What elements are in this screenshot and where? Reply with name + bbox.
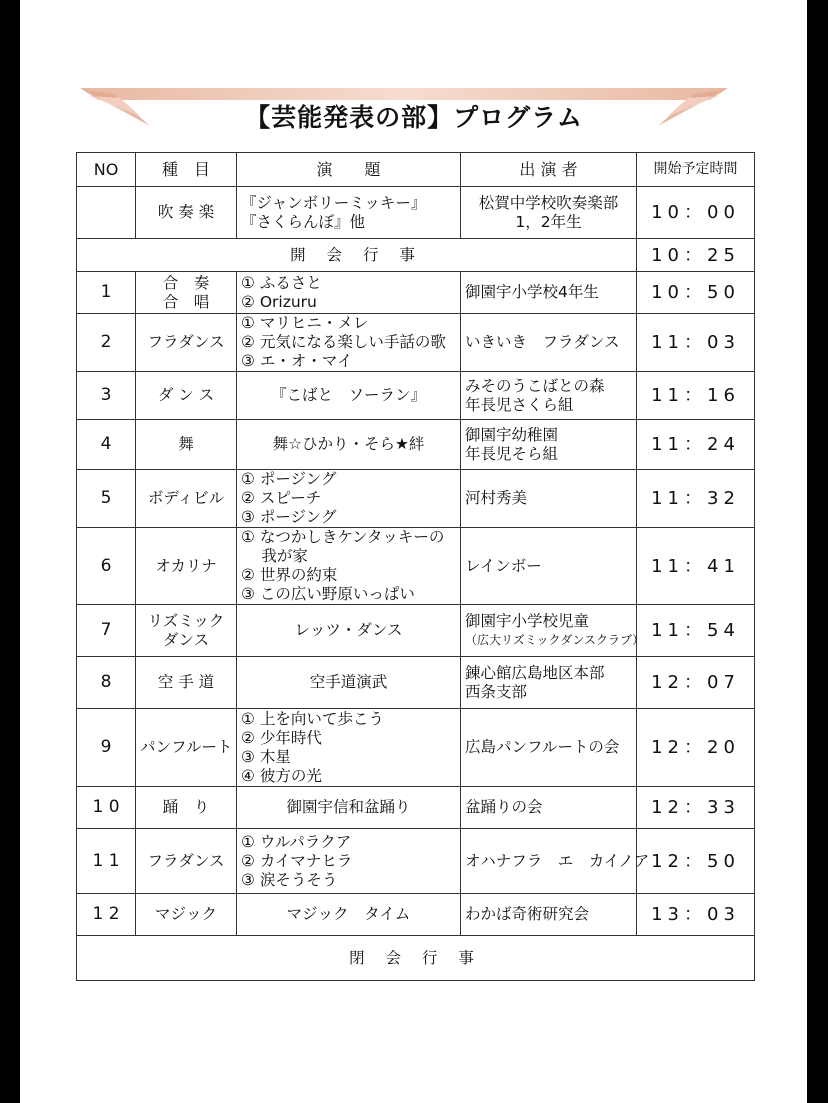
program-type-line: ダ ン ス	[157, 386, 215, 404]
program-type	[136, 829, 237, 894]
table-row	[77, 787, 755, 829]
program-number: 1 1	[77, 829, 136, 894]
program-title-line: ② Orizuru	[241, 292, 317, 311]
program-performer-line: （広大リズミックダンスクラブ）	[465, 632, 645, 647]
program-type-line: フラダンス	[147, 851, 225, 870]
program-title	[237, 787, 461, 829]
program-type-line: パンフルート	[140, 738, 233, 756]
table-row	[77, 420, 755, 470]
program-type-line: 踊 り	[162, 798, 210, 816]
table-row	[77, 272, 755, 314]
program-title-line: ① なつかしきケンタッキーの	[241, 528, 445, 546]
table-row	[77, 528, 755, 605]
program-title-line: マジック タイム	[286, 905, 411, 923]
program-performer-line: 年長児そら組	[465, 444, 559, 463]
page-title: 【芸能発表の部】プログラム	[245, 103, 583, 132]
program-type-line: オカリナ	[155, 556, 217, 575]
closing-ceremony-label: 閉 会 行 事	[77, 936, 755, 981]
program-type	[136, 528, 237, 605]
table-row	[77, 709, 755, 787]
program-type-line: 舞	[178, 435, 194, 453]
program-performer	[461, 528, 637, 605]
table-row	[77, 657, 755, 709]
program-performer	[461, 787, 637, 829]
program-type	[136, 470, 237, 528]
program-title-line: ① ふるさと	[241, 273, 322, 292]
program-title-line: ③ 涙そうそう	[241, 870, 338, 889]
program-title	[237, 709, 461, 787]
program-performer	[461, 709, 637, 787]
opening-band-no	[77, 187, 136, 239]
program-title-line: ② スピーチ	[241, 489, 322, 507]
opening-band-time: 10：00	[637, 187, 755, 239]
program-title-line: ① 上を向いて歩こう	[241, 709, 384, 728]
opening-band-type: 吹 奏 楽	[136, 187, 237, 239]
program-title-line: ② 少年時代	[241, 728, 322, 747]
program-number: 8	[77, 657, 136, 709]
program-title-line: 我が家	[241, 547, 308, 565]
program-type-line: 空 手 道	[157, 673, 215, 691]
program-start-time: 11：16	[637, 372, 755, 420]
opening-band-title-line: 『ジャンボリーミッキー』	[241, 193, 427, 212]
program-number: 3	[77, 372, 136, 420]
program-type	[136, 314, 237, 372]
opening-band-title	[237, 187, 461, 239]
program-number: 2	[77, 314, 136, 372]
opening-band-performer-line: 松賀中学校吹奏楽部	[478, 193, 619, 212]
program-number: 4	[77, 420, 136, 470]
program-title-line: 御園宇信和盆踊り	[286, 798, 411, 816]
program-title	[237, 894, 461, 936]
program-type	[136, 372, 237, 420]
program-type-line: 合 唱	[162, 292, 210, 311]
program-title	[237, 470, 461, 528]
program-number: 9	[77, 709, 136, 787]
program-performer-line: わかば奇術研究会	[465, 905, 590, 923]
opening-band-row	[77, 187, 755, 239]
program-start-time: 11：03	[637, 314, 755, 372]
program-type-line: ボディビル	[147, 489, 225, 507]
program-performer-line: 盆踊りの会	[465, 798, 543, 816]
program-type	[136, 605, 237, 657]
program-performer	[461, 372, 637, 420]
program-start-time: 11：32	[637, 470, 755, 528]
program-title-line: ③ ポージング	[241, 508, 337, 526]
program-type-line: 合 奏	[162, 273, 210, 292]
program-type-line: マジック	[154, 905, 217, 923]
program-title-line: 『こばと ソーラン』	[270, 386, 426, 404]
program-performer	[461, 314, 637, 372]
program-type	[136, 709, 237, 787]
program-performer	[461, 829, 650, 894]
header-no: NO	[77, 153, 136, 187]
header-type: 種 目	[136, 153, 237, 187]
table-row	[77, 470, 755, 528]
program-performer-line: 御園宇幼稚園	[465, 425, 559, 444]
program-performer-line: いきいき フラダンス	[465, 333, 620, 351]
program-type-line: リズミック	[147, 611, 225, 630]
program-type-line: フラダンス	[147, 333, 225, 351]
program-number: 5	[77, 470, 136, 528]
program-performer-line: 御園宇小学校児童	[465, 611, 590, 630]
program-performer-line: 広島パンフルートの会	[465, 738, 620, 756]
opening-band-performer	[461, 187, 637, 239]
header-performer: 出 演 者	[461, 153, 637, 187]
program-title-line: ① ウルパラクア	[241, 832, 352, 851]
program-title-line: ② 世界の約束	[241, 566, 338, 584]
program-type	[136, 787, 237, 829]
table-row	[77, 605, 755, 657]
table-header-row	[77, 153, 755, 187]
program-performer-line: 年長児さくら組	[465, 395, 574, 414]
program-title-line: ③ エ・オ・マイ	[241, 352, 353, 370]
header-time: 開始予定時間	[637, 153, 755, 187]
program-type	[136, 657, 237, 709]
program-number: 6	[77, 528, 136, 605]
program-number: 7	[77, 605, 136, 657]
opening-ceremony-label: 開 会 行 事	[77, 239, 637, 272]
program-title-line: ③ 木星	[241, 747, 291, 766]
program-title-line: ④ 彼方の光	[241, 766, 322, 785]
opening-ceremony-time: 10：25	[637, 239, 755, 272]
table-row	[77, 894, 755, 936]
table-row	[77, 314, 755, 372]
program-title-line: ② カイマナヒラ	[241, 851, 353, 870]
program-title	[237, 420, 461, 470]
program-title	[237, 605, 461, 657]
program-performer	[461, 657, 637, 709]
program-start-time: 12：20	[637, 709, 755, 787]
program-start-time: 12：33	[637, 787, 755, 829]
program-start-time: 12：07	[637, 657, 755, 709]
program-start-time: 12：50	[637, 829, 755, 894]
program-type-line: ダンス	[162, 630, 210, 649]
table-row	[77, 829, 755, 894]
program-title	[237, 829, 461, 894]
program-performer	[461, 605, 645, 657]
program-performer	[461, 470, 637, 528]
program-title	[237, 314, 461, 372]
program-title	[237, 528, 461, 605]
program-start-time: 10：50	[637, 272, 755, 314]
program-start-time: 13：03	[637, 894, 755, 936]
program-title-line: ① マリヒニ・メレ	[241, 314, 369, 332]
program-number: 1	[77, 272, 136, 314]
opening-band-performer-line: 1，2年生	[515, 212, 582, 231]
program-performer	[461, 894, 637, 936]
program-performer-line: 御園宇小学校4年生	[465, 283, 599, 301]
program-title-line: ① ポージング	[241, 470, 337, 488]
program-type	[136, 272, 237, 314]
program-title-line: 舞☆ひかり・そら★絆	[272, 435, 425, 453]
program-title-line: レッツ・ダンス	[294, 621, 403, 639]
program-start-time: 11：41	[637, 528, 755, 605]
program-performer-line: 錬心館広島地区本部	[465, 663, 605, 682]
program-title	[237, 372, 461, 420]
program-type	[136, 894, 237, 936]
program-title-line: ③ この広い野原いっぱい	[241, 585, 415, 603]
program-start-time: 11：54	[637, 605, 755, 657]
program-performer-line: 西条支部	[465, 682, 528, 701]
program-performer	[461, 272, 637, 314]
header-title: 演 題	[237, 153, 461, 187]
program-performer-line: レインボー	[465, 556, 542, 575]
program-performer-line: みそのうこばとの森	[465, 376, 605, 395]
program-title	[237, 657, 461, 709]
table-row	[77, 372, 755, 420]
program-table	[76, 152, 755, 981]
program-number: 1 2	[77, 894, 136, 936]
program-type	[136, 420, 237, 470]
opening-band-title-line: 『さくらんぼ』他	[241, 212, 366, 231]
program-start-time: 11：24	[637, 420, 755, 470]
program-title	[237, 272, 461, 314]
opening-ceremony-row	[77, 239, 755, 272]
program-performer-line: オハナフラ エ カイノア	[465, 851, 650, 870]
program-title-line: 空手道演武	[309, 673, 388, 691]
program-title-line: ② 元気になる楽しい手話の歌	[241, 333, 446, 351]
closing-ceremony-row	[77, 936, 755, 981]
program-number: 1 0	[77, 787, 136, 829]
program-performer-line: 河村秀美	[465, 489, 528, 507]
program-performer	[461, 420, 637, 470]
